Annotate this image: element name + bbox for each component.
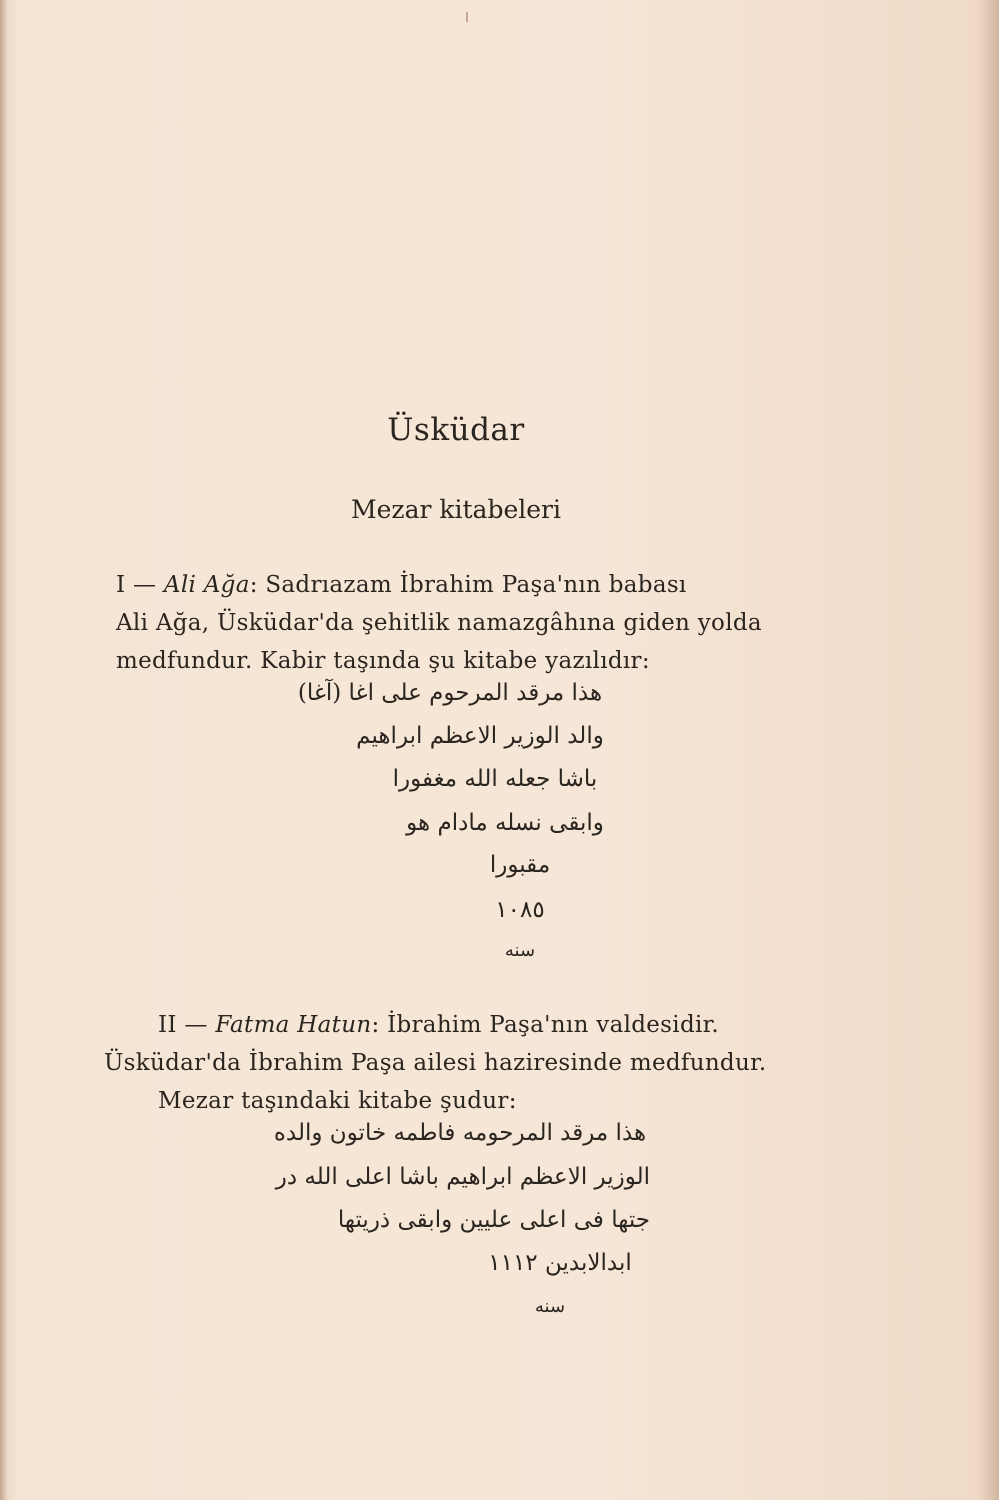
entry-1-inscription-line: والد الوزیر الاعظم ابراهیم — [356, 723, 604, 749]
paper-mark — [466, 12, 468, 22]
entry-1-inscription-line: هذا مرقد المرحوم علی اغا (آغا) — [297, 680, 603, 706]
entry-2-name: Fatma Hatun — [215, 1012, 372, 1038]
entry-1-paragraph — [116, 566, 816, 680]
entry-1-name: Ali Ağa — [163, 572, 250, 598]
entry-1-inscription-line: وابقی نسله مادام هو — [406, 810, 604, 836]
entry-1-number: I — — [116, 572, 157, 598]
entry-2-text-1: : İbrahim Paşa'nın valdesidir. — [371, 1012, 720, 1038]
entry-2-line-3: Mezar taşındaki kitabe şudur: — [158, 1088, 517, 1114]
entry-1-line-3: medfundur. Kabir taşında şu kitabe yazılıdır: — [116, 648, 650, 674]
page-right-shadow — [977, 0, 999, 1500]
entry-2-inscription-line: هذا مرقد المرحومه فاطمه خاتون والده — [273, 1120, 647, 1146]
entry-1-inscription-sene: سنه — [504, 940, 536, 961]
entry-1-inscription-line: مقبورا — [489, 852, 551, 878]
entry-2-inscription-sene: سنه — [534, 1296, 566, 1317]
entry-2-line-1 — [104, 1006, 824, 1044]
entry-2-line-2: Üsküdar'da İbrahim Paşa ailesi haziresinde medfundur. — [104, 1050, 767, 1076]
page-subtitle: Mezar kitabeleri — [351, 495, 561, 524]
entry-2-inscription-line: جتها فی اعلی علیین وابقی ذریتها — [337, 1207, 650, 1233]
entry-2-paragraph — [104, 1006, 824, 1120]
page-title: Üsküdar — [387, 412, 525, 448]
entry-1-inscription-year: ١٠٨٥ — [495, 897, 545, 923]
entry-2-number: II — — [158, 1012, 208, 1038]
entry-1-line-1 — [116, 566, 816, 604]
page-left-shadow — [0, 0, 8, 1500]
entry-2-inscription-line: الوزیر الاعظم ابراهیم باشا اعلی الله در — [275, 1164, 650, 1190]
entry-1-text-1: : Sadrıazam İbrahim Paşa'nın babası — [249, 572, 687, 598]
entry-1-inscription-line: باشا جعله الله مغفورا — [392, 766, 598, 792]
entry-2-inscription-line: ابدالابدین ١١١٢ — [488, 1250, 632, 1276]
entry-1-line-2: Ali Ağa, Üsküdar'da şehitlik namazgâhına giden yolda — [116, 610, 762, 636]
